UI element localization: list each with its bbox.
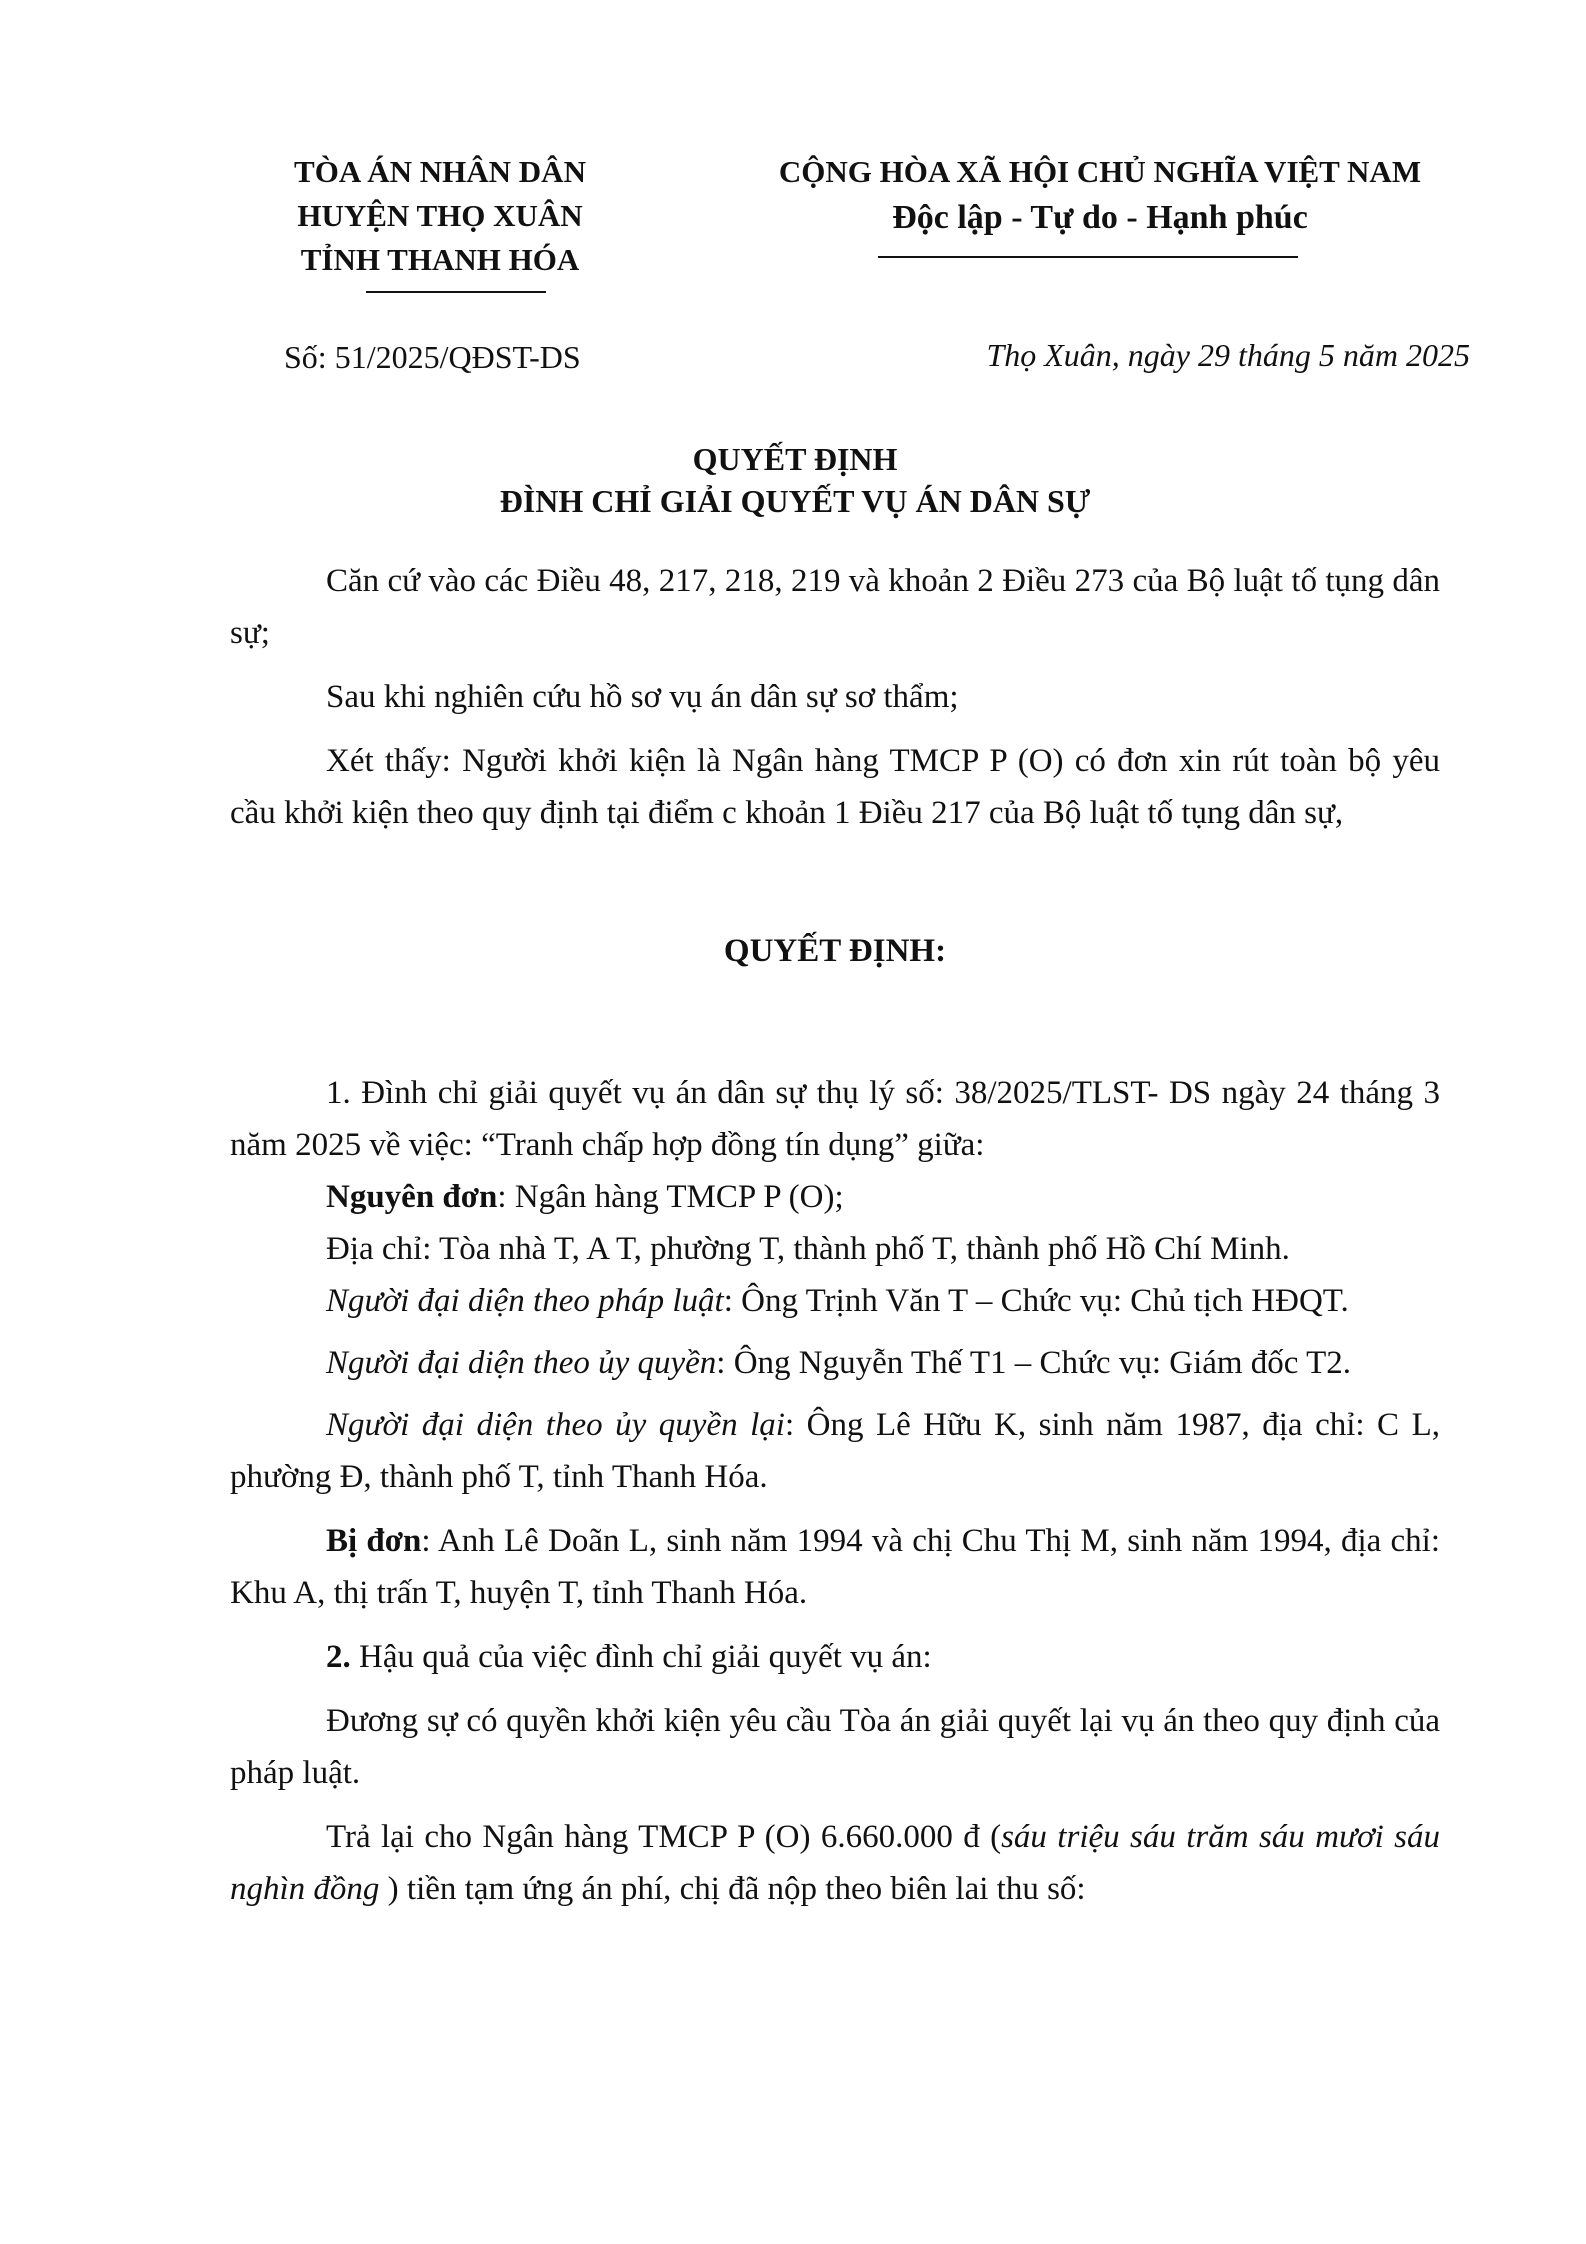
auth-rep-label: Người đại diện theo ủy quyền xyxy=(326,1345,717,1381)
defendant-value: : Anh Lê Doãn L, sinh năm 1994 và chị Chu Thị M, sinh năm 1994, địa chỉ: Khu A, thị trấn T, huyện T, tỉnh Thanh Hóa. xyxy=(230,1523,1440,1611)
court-line: TÒA ÁN NHÂN DÂN xyxy=(294,154,586,189)
defendant-paragraph xyxy=(230,1515,1440,1619)
consequence-paragraph: Đương sự có quyền khởi kiện yêu cầu Tòa án giải quyết lại vụ án theo quy định của pháp luật. xyxy=(230,1703,1440,1791)
nation-block xyxy=(740,150,1460,242)
plaintiff-paragraph xyxy=(230,1171,1440,1223)
court-line: TỈNH THANH HÓA xyxy=(300,242,580,277)
sub-rep-label: Người đại diện theo ủy quyền lại xyxy=(326,1407,785,1443)
court-name-block xyxy=(270,150,610,282)
refund-text-a: Trả lại cho Ngân hàng TMCP P (O) 6.660.000 đ ( xyxy=(326,1819,1002,1855)
auth-rep-paragraph xyxy=(230,1337,1440,1389)
refund-paragraph xyxy=(230,1811,1440,1915)
motto-underline xyxy=(878,256,1298,258)
plaintiff-label: Nguyên đơn xyxy=(326,1179,498,1215)
address-paragraph: Địa chỉ: Tòa nhà T, A T, phường T, thành phố T, thành phố Hồ Chí Minh. xyxy=(326,1231,1290,1267)
sub-rep-value: : Ông Lê Hữu K, sinh năm 1987, địa chỉ: C L, phường Đ, thành phố T, tỉnh Thanh Hóa. xyxy=(230,1407,1440,1495)
item-2-number: 2. xyxy=(326,1639,351,1675)
decision-number: Số: 51/2025/QĐST-DS xyxy=(284,339,581,375)
nation-name: CỘNG HÒA XÃ HỘI CHỦ NGHĨA VIỆT NAM xyxy=(778,154,1422,189)
refund-text-b: ) tiền tạm ứng án phí, chị đã nộp theo biên lai thu số: xyxy=(379,1871,1086,1907)
item-2-text: Hậu quả của việc đình chỉ giải quyết vụ án: xyxy=(350,1639,932,1675)
refund-amount-words: sáu triệu sáu trăm sáu mươi sáu nghìn đồng xyxy=(230,1819,1440,1907)
national-motto: Độc lập - Tự do - Hạnh phúc xyxy=(892,199,1308,236)
review-paragraph: Sau khi nghiên cứu hồ sơ vụ án dân sự sơ thẩm; xyxy=(326,679,959,715)
title-line-2: ĐÌNH CHỈ GIẢI QUYẾT VỤ ÁN DÂN SỰ xyxy=(499,483,1091,519)
title-line-1: QUYẾT ĐỊNH xyxy=(692,441,898,477)
legal-rep-paragraph xyxy=(230,1275,1440,1327)
place-date: Thọ Xuân, ngày 29 tháng 5 năm 2025 xyxy=(986,337,1470,373)
sub-rep-paragraph xyxy=(230,1399,1440,1503)
court-underline xyxy=(366,291,546,293)
plaintiff-value: : Ngân hàng TMCP P (O); xyxy=(497,1179,844,1215)
decision-heading: QUYẾT ĐỊNH: xyxy=(723,933,947,969)
item-2-paragraph xyxy=(230,1631,1440,1683)
basis-paragraph: Căn cứ vào các Điều 48, 217, 218, 219 và khoản 2 Điều 273 của Bộ luật tố tụng dân sự; xyxy=(230,563,1440,651)
document-body xyxy=(230,555,1440,1915)
legal-rep-value: : Ông Trịnh Văn T – Chức vụ: Chủ tịch HĐQT. xyxy=(723,1283,1349,1319)
auth-rep-value: : Ông Nguyễn Thế T1 – Chức vụ: Giám đốc T2. xyxy=(716,1345,1352,1381)
document-title xyxy=(200,438,1390,522)
item-1-paragraph: 1. Đình chỉ giải quyết vụ án dân sự thụ lý số: 38/2025/TLST- DS ngày 24 tháng 3 năm 2025 về việc: “Tranh chấp hợp đồng tín dụng” giữa: xyxy=(230,1075,1440,1163)
legal-rep-label: Người đại diện theo pháp luật xyxy=(326,1283,724,1319)
finding-paragraph: Xét thấy: Người khởi kiện là Ngân hàng TMCP P (O) có đơn xin rút toàn bộ yêu cầu khởi kiện theo quy định tại điểm c khoản 1 Điều 217 của Bộ luật tố tụng dân sự, xyxy=(230,743,1440,831)
defendant-label: Bị đơn xyxy=(326,1523,422,1559)
court-line: HUYỆN THỌ XUÂN xyxy=(297,198,583,233)
